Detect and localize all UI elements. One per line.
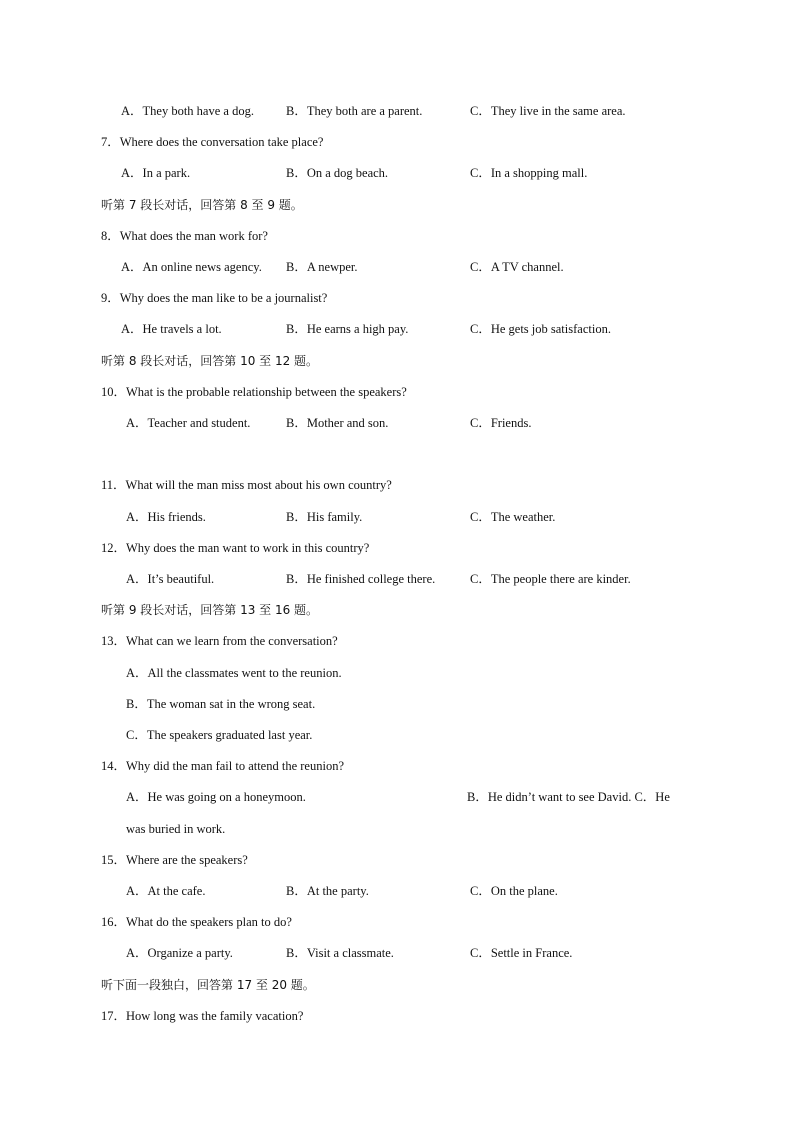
- q13-option-c: C．The speakers graduated last year.: [126, 728, 313, 742]
- q7-stem: 7．Where does the conversation take place?: [101, 135, 324, 149]
- q8-option-a: A．An online news agency.: [121, 260, 262, 274]
- q6-option-b: B．They both are a parent.: [286, 104, 423, 118]
- q9-option-c: C．He gets job satisfaction.: [470, 322, 611, 336]
- q14-option-bc: B．He didn’t want to see David. C．He: [467, 790, 670, 804]
- q11-option-c: C．The weather.: [470, 510, 556, 524]
- q8-stem: 8．What does the man work for?: [101, 229, 268, 243]
- q15-option-a: A．At the cafe.: [126, 884, 206, 898]
- section-heading-9: 听第 9 段长对话，回答第 13 至 16 题。: [101, 603, 319, 617]
- q14-stem: 14．Why did the man fail to attend the reunion?: [101, 759, 344, 773]
- q7-option-c: C．In a shopping mall.: [470, 166, 588, 180]
- section-heading-7: 听第 7 段长对话，回答第 8 至 9 题。: [101, 198, 303, 212]
- q7-option-b: B．On a dog beach.: [286, 166, 389, 180]
- q16-option-b: B．Visit a classmate.: [286, 946, 394, 960]
- q16-stem: 16．What do the speakers plan to do?: [101, 915, 292, 929]
- q13-option-a: A．All the classmates went to the reunion.: [126, 666, 342, 680]
- q15-stem: 15．Where are the speakers?: [101, 853, 248, 867]
- q14-option-c-continued: was buried in work.: [126, 822, 226, 836]
- q16-option-c: C．Settle in France.: [470, 946, 573, 960]
- q10-option-c: C．Friends.: [470, 416, 532, 430]
- q7-option-a: A．In a park.: [121, 166, 191, 180]
- q12-option-b: B．He finished college there.: [286, 572, 436, 586]
- q6-option-a: A．They both have a dog.: [121, 104, 254, 118]
- q13-stem: 13．What can we learn from the conversation?: [101, 634, 338, 648]
- q15-option-b: B．At the party.: [286, 884, 369, 898]
- q6-option-c: C．They live in the same area.: [470, 104, 626, 118]
- q16-option-a: A．Organize a party.: [126, 946, 233, 960]
- q10-option-a: A．Teacher and student.: [126, 416, 251, 430]
- q8-option-b: B．A newper.: [286, 260, 358, 274]
- q11-option-a: A．His friends.: [126, 510, 206, 524]
- section-heading-8: 听第 8 段长对话，回答第 10 至 12 题。: [101, 354, 319, 368]
- q11-stem: 11．What will the man miss most about his own country?: [101, 478, 392, 492]
- q10-option-b: B．Mother and son.: [286, 416, 389, 430]
- q15-option-c: C．On the plane.: [470, 884, 558, 898]
- section-heading-10: 听下面一段独白，回答第 17 至 20 题。: [101, 978, 315, 992]
- q17-stem: 17．How long was the family vacation?: [101, 1009, 304, 1023]
- q9-option-a: A．He travels a lot.: [121, 322, 222, 336]
- q13-option-b: B．The woman sat in the wrong seat.: [126, 697, 316, 711]
- q10-stem: 10．What is the probable relationship between the speakers?: [101, 385, 407, 399]
- q12-option-c: C．The people there are kinder.: [470, 572, 631, 586]
- q9-stem: 9．Why does the man like to be a journalist?: [101, 291, 328, 305]
- q12-stem: 12．Why does the man want to work in this country?: [101, 541, 370, 555]
- q11-option-b: B．His family.: [286, 510, 363, 524]
- q9-option-b: B．He earns a high pay.: [286, 322, 409, 336]
- q14-option-a: A．He was going on a honeymoon.: [126, 790, 306, 804]
- q8-option-c: C．A TV channel.: [470, 260, 564, 274]
- q12-option-a: A．It’s beautiful.: [126, 572, 215, 586]
